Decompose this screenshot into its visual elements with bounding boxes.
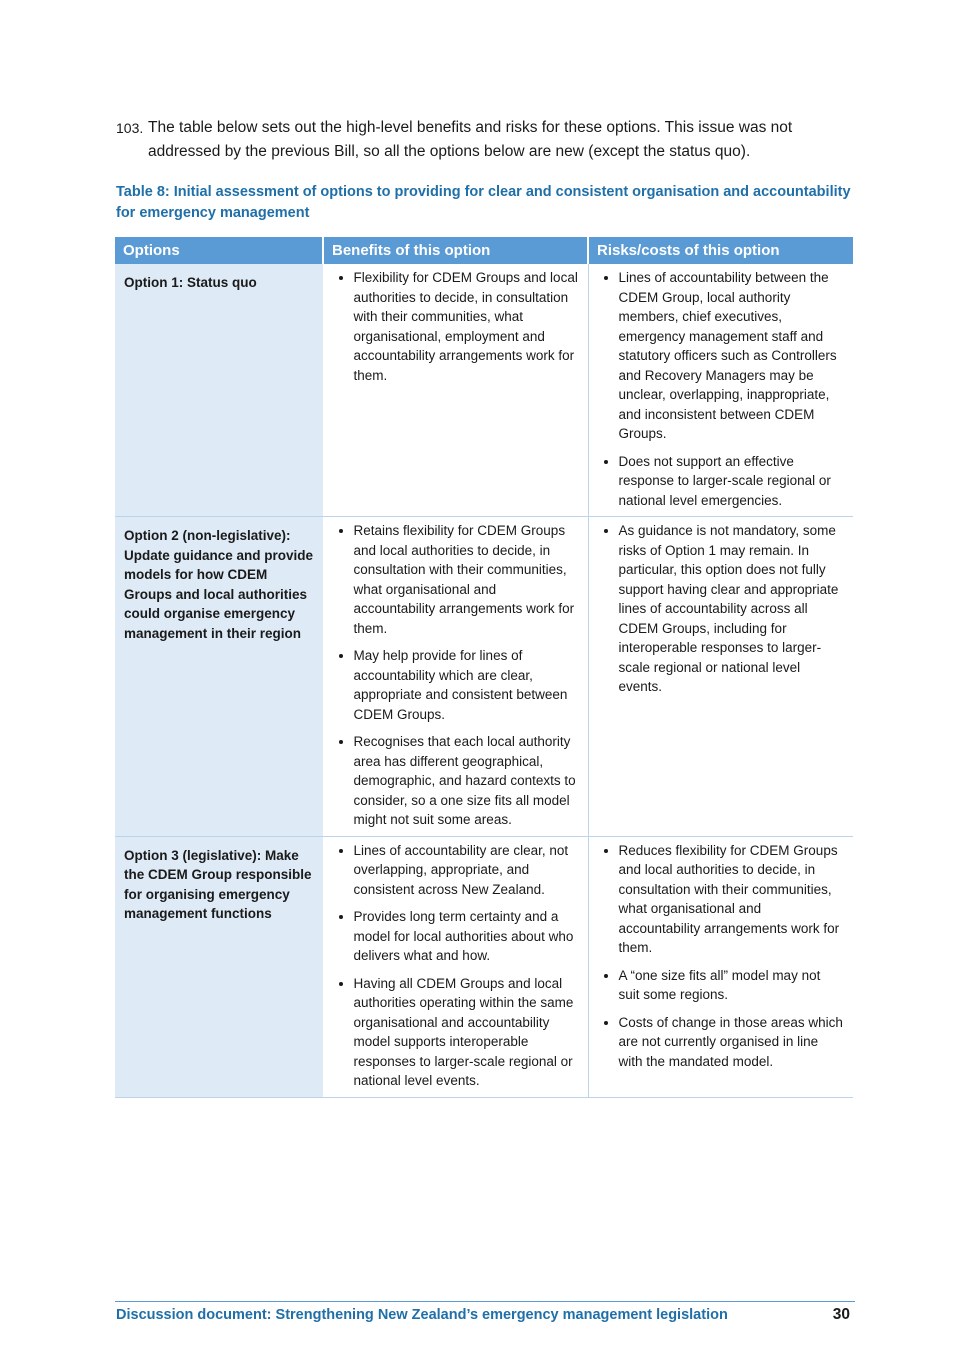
option-1-name: Option 1: Status quo [115,264,323,517]
benefit-item: • Recognises that each local authority area has different geographical, demographic, and hazard contexts to consider, so a one size fits all model might not suit some areas. [354,732,582,830]
header-options: Options [115,237,323,264]
option-3-name: Option 3 (legislative): Make the CDEM Group responsible for organising emergency management functions [115,836,323,1097]
footer-divider [115,1301,855,1302]
option-1-risks [588,264,853,517]
risk-item: • Reduces flexibility for CDEM Groups and local authorities to decide, in consultation with their communities, what organisational and accountability arrangements work for them. [619,841,846,958]
header-risks: Risks/costs of this option [588,237,853,264]
option-2-name: Option 2 (non-legislative): Update guidance and provide models for how CDEM Groups and local authorities could organise emergency management in their region [115,517,323,837]
paragraph-number: 103. [116,120,144,136]
benefit-item: • Having all CDEM Groups and local authorities operating within the same organisational and accountability model supports interoperable responses to larger-scale regional or national level events. [354,974,582,1091]
benefit-item: • Provides long term certainty and a model for local authorities about who delivers what and how. [354,907,582,966]
risk-item: • As guidance is not mandatory, some risks of Option 1 may remain. In particular, this option does not fully support having clear and appropriate lines of accountability across all CDEM Groups, including for interoperable responses to larger-scale regional or national level events. [619,521,846,697]
options-table [115,237,853,1098]
option-3-risks [588,836,853,1097]
table-row-option-1 [115,264,853,517]
paragraph-text: The table below sets out the high-level benefits and risks for these options. This issue was not addressed by the previous Bill, so all the options below are new (except the status quo). [148,119,793,160]
table-row-option-3 [115,836,853,1097]
benefit-item: • May help provide for lines of accountability which are clear, appropriate and consistent between CDEM Groups. [354,646,582,724]
table-header-row [115,237,853,264]
benefit-item: • Retains flexibility for CDEM Groups and local authorities to decide, in consultation with their communities, what organisational and accountability arrangements work for them. [354,521,582,638]
risk-item: • Does not support an effective response to larger-scale regional or national level emergencies. [619,452,846,511]
benefit-item: • Flexibility for CDEM Groups and local authorities to decide, in consultation with their communities, what organisational, employment and accountability arrangements work for them. [354,268,582,385]
risk-item: • Costs of change in those areas which are not currently organised in line with the mandated model. [619,1013,846,1072]
risk-item: • A “one size fits all” model may not suit some regions. [619,966,846,1005]
table-row-option-2 [115,517,853,837]
option-3-benefits [323,836,588,1097]
header-benefits: Benefits of this option [323,237,588,264]
option-1-benefits [323,264,588,517]
option-2-benefits [323,517,588,837]
footer-title: Discussion document: Strengthening New Zealand’s emergency management legislation [116,1307,728,1323]
table-caption: Table 8: Initial assessment of options to providing for clear and consistent organisation and accountability for emergency management [116,184,851,221]
option-2-risks [588,517,853,837]
page-number: 30 [832,1306,850,1323]
risk-item: • Lines of accountability between the CDEM Group, local authority members, chief executives, emergency management staff and statutory officers such as Controllers and Recovery Managers may be unclear, overlapping, inappropriate, and inconsistent between CDEM Groups. [619,268,846,444]
benefit-item: • Lines of accountability are clear, not overlapping, appropriate, and consistent across New Zealand. [354,841,582,900]
paragraph-103 [116,116,860,164]
